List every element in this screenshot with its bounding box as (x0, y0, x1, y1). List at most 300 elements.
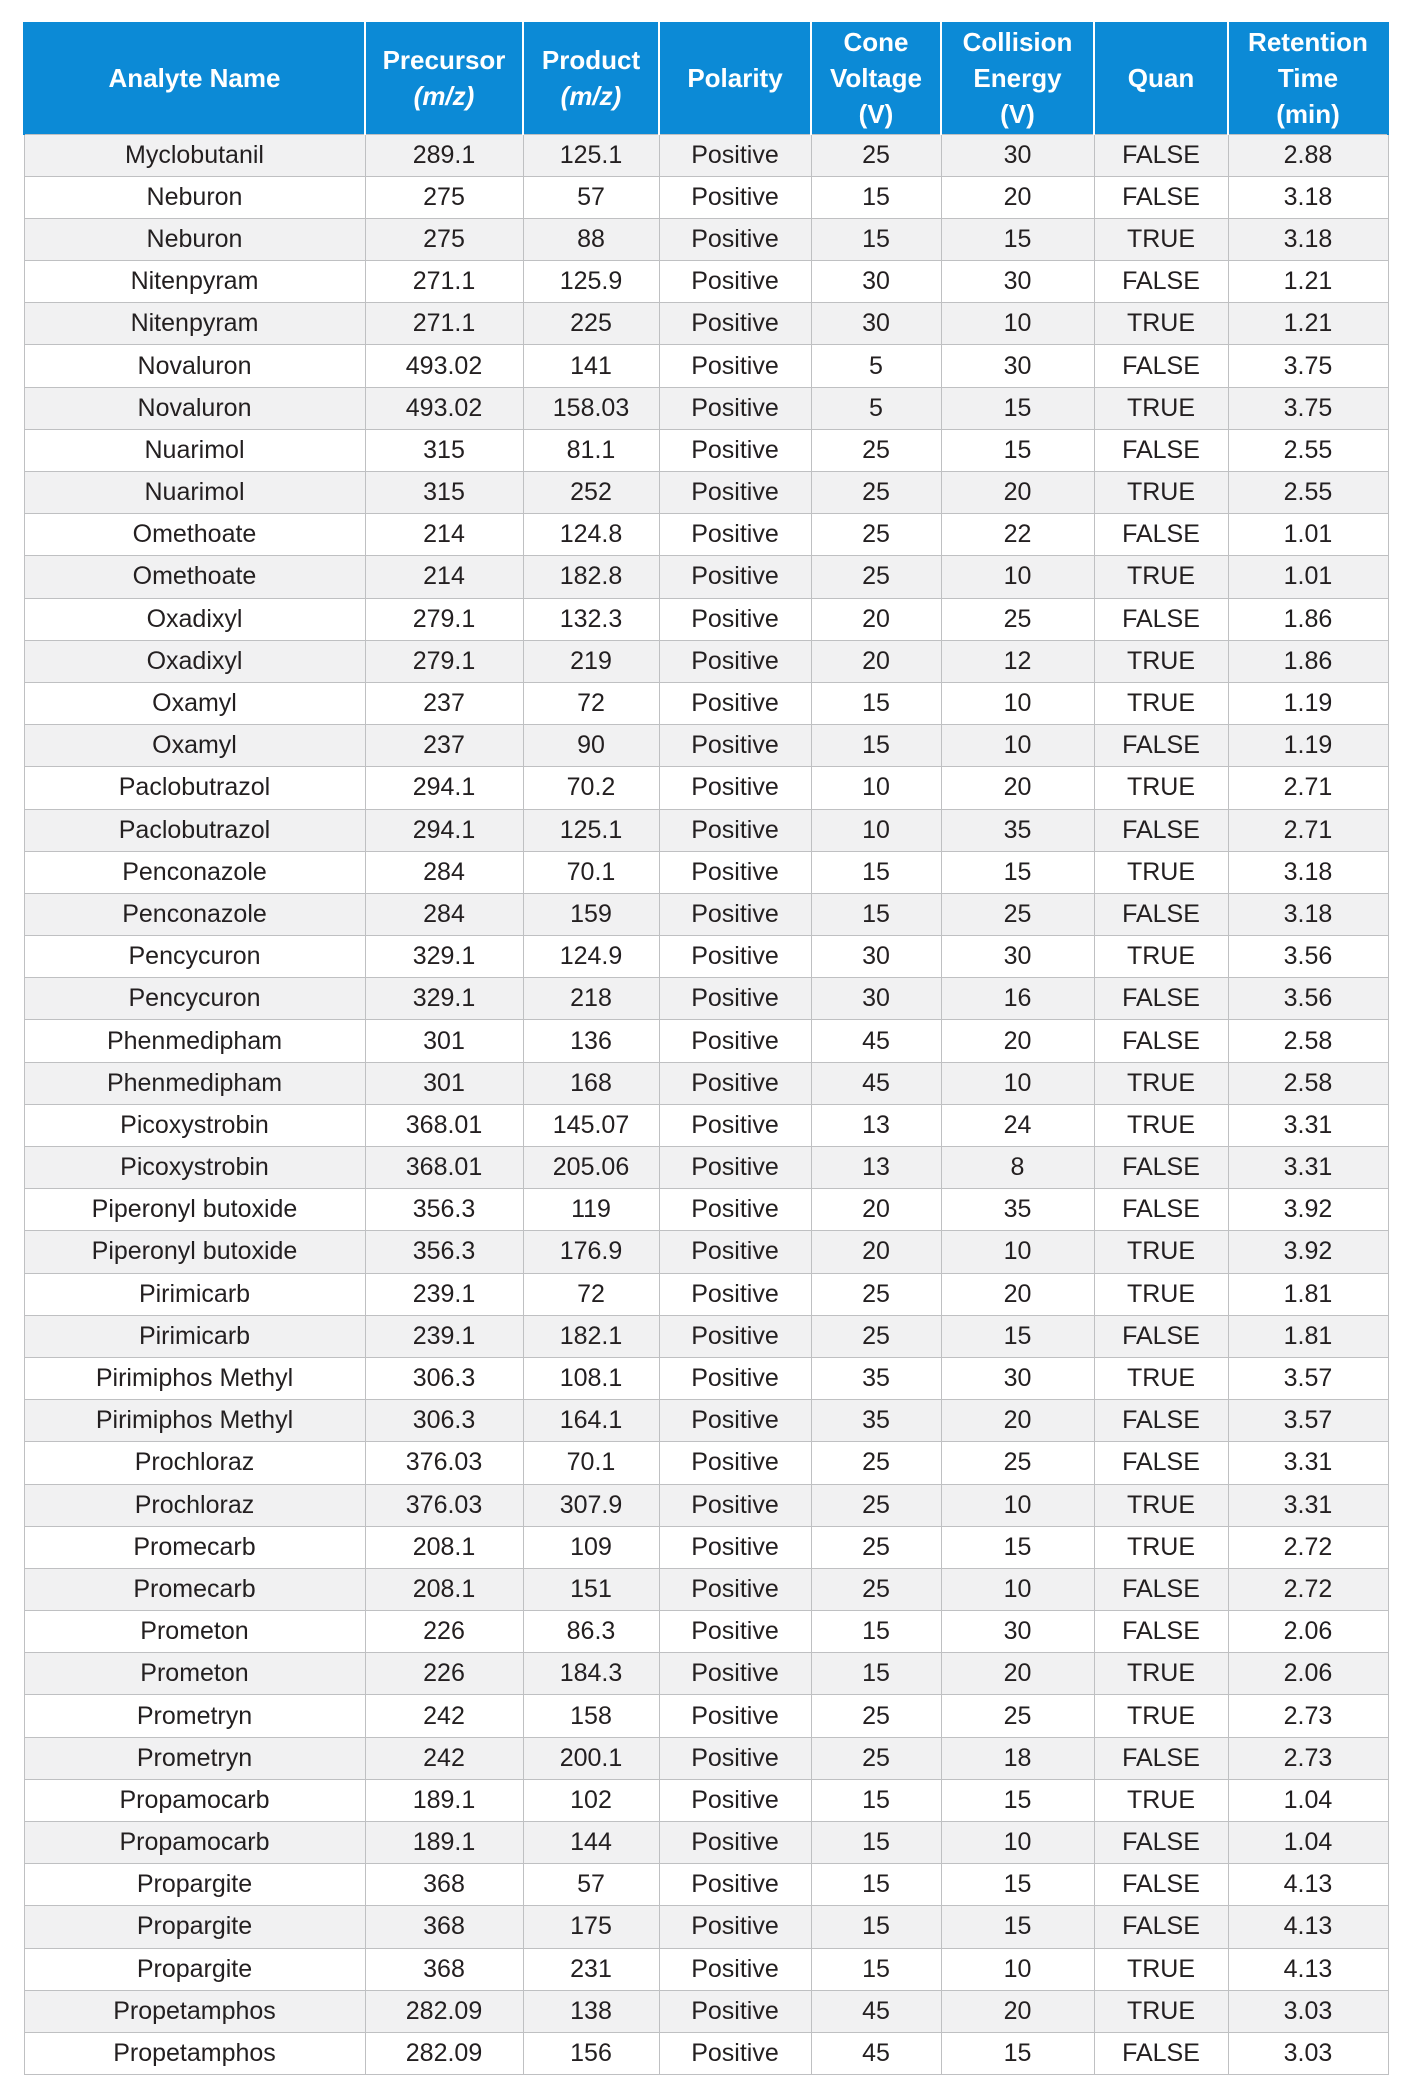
product-cell: 141 (523, 345, 659, 387)
quan-cell: FALSE (1094, 514, 1228, 556)
quan-cell: TRUE (1094, 1948, 1228, 1990)
cone-voltage-cell: 35 (811, 1357, 941, 1399)
precursor-cell: 368 (365, 1906, 523, 1948)
table-row (24, 1611, 1388, 1653)
quan-cell: TRUE (1094, 387, 1228, 429)
polarity-cell: Positive (659, 1948, 811, 1990)
quan-cell: FALSE (1094, 1189, 1228, 1231)
analyte-name-cell: Propargite (24, 1948, 365, 1990)
analyte-name-cell: Myclobutanil (24, 134, 365, 176)
collision-energy-cell: 8 (941, 1147, 1094, 1189)
table-row (24, 640, 1388, 682)
quan-cell: FALSE (1094, 1906, 1228, 1948)
header-rt-line1: Retention (1248, 26, 1368, 57)
precursor-cell: 237 (365, 682, 523, 724)
table-row (24, 893, 1388, 935)
cone-voltage-cell: 15 (811, 725, 941, 767)
product-cell: 86.3 (523, 1611, 659, 1653)
retention-time-cell: 3.56 (1228, 936, 1388, 978)
quan-cell: FALSE (1094, 1147, 1228, 1189)
precursor-cell: 214 (365, 514, 523, 556)
table-row (24, 1400, 1388, 1442)
product-cell: 218 (523, 978, 659, 1020)
precursor-cell: 242 (365, 1695, 523, 1737)
polarity-cell: Positive (659, 1273, 811, 1315)
cone-voltage-cell: 15 (811, 218, 941, 260)
cone-voltage-cell: 15 (811, 1822, 941, 1864)
cone-voltage-cell: 25 (811, 1526, 941, 1568)
polarity-cell: Positive (659, 345, 811, 387)
quan-cell: TRUE (1094, 1062, 1228, 1104)
polarity-cell: Positive (659, 936, 811, 978)
analyte-name-cell: Pirimicarb (24, 1273, 365, 1315)
table-row (24, 1104, 1388, 1146)
collision-energy-cell: 20 (941, 1990, 1094, 2032)
collision-energy-cell: 10 (941, 682, 1094, 724)
precursor-cell: 294.1 (365, 809, 523, 851)
table-row (24, 1526, 1388, 1568)
table-row (24, 134, 1388, 176)
table-row (24, 1653, 1388, 1695)
polarity-cell: Positive (659, 1906, 811, 1948)
cone-voltage-cell: 45 (811, 2032, 941, 2074)
table-row (24, 2032, 1388, 2074)
collision-energy-cell: 15 (941, 1526, 1094, 1568)
polarity-cell: Positive (659, 1062, 811, 1104)
table-row (24, 303, 1388, 345)
quan-cell: TRUE (1094, 218, 1228, 260)
quan-cell: TRUE (1094, 1484, 1228, 1526)
cone-voltage-cell: 13 (811, 1104, 941, 1146)
analyte-name-cell: Omethoate (24, 556, 365, 598)
product-cell: 225 (523, 303, 659, 345)
table-row (24, 1484, 1388, 1526)
product-cell: 156 (523, 2032, 659, 2074)
precursor-cell: 239.1 (365, 1273, 523, 1315)
cone-voltage-cell: 25 (811, 1315, 941, 1357)
precursor-cell: 279.1 (365, 598, 523, 640)
polarity-cell: Positive (659, 218, 811, 260)
cone-voltage-cell: 15 (811, 1611, 941, 1653)
collision-energy-cell: 30 (941, 1611, 1094, 1653)
precursor-cell: 368.01 (365, 1147, 523, 1189)
collision-energy-cell: 10 (941, 1568, 1094, 1610)
header-cone-line3: (V) (858, 98, 894, 129)
cone-voltage-cell: 15 (811, 176, 941, 218)
cone-voltage-cell: 45 (811, 1020, 941, 1062)
cone-voltage-cell: 30 (811, 978, 941, 1020)
header-polarity-label: Polarity (687, 62, 783, 93)
collision-energy-cell: 20 (941, 1653, 1094, 1695)
retention-time-cell: 3.18 (1228, 893, 1388, 935)
product-cell: 108.1 (523, 1357, 659, 1399)
table-row (24, 176, 1388, 218)
table-row (24, 1357, 1388, 1399)
retention-time-cell: 3.03 (1228, 2032, 1388, 2074)
precursor-cell: 368 (365, 1864, 523, 1906)
cone-voltage-cell: 25 (811, 472, 941, 514)
quan-cell: FALSE (1094, 809, 1228, 851)
analyte-name-cell: Nuarimol (24, 472, 365, 514)
quan-cell: FALSE (1094, 725, 1228, 767)
precursor-cell: 226 (365, 1653, 523, 1695)
precursor-cell: 271.1 (365, 303, 523, 345)
polarity-cell: Positive (659, 472, 811, 514)
collision-energy-cell: 15 (941, 1906, 1094, 1948)
header-quan-label: Quan (1127, 62, 1195, 93)
precursor-cell: 289.1 (365, 134, 523, 176)
product-cell: 57 (523, 1864, 659, 1906)
polarity-cell: Positive (659, 1695, 811, 1737)
polarity-cell: Positive (659, 1526, 811, 1568)
retention-time-cell: 1.86 (1228, 640, 1388, 682)
quan-cell: TRUE (1094, 1526, 1228, 1568)
retention-time-cell: 4.13 (1228, 1948, 1388, 1990)
analyte-name-cell: Pirimiphos Methyl (24, 1400, 365, 1442)
collision-energy-cell: 18 (941, 1737, 1094, 1779)
collision-energy-cell: 15 (941, 2032, 1094, 2074)
product-cell: 176.9 (523, 1231, 659, 1273)
cone-voltage-cell: 20 (811, 640, 941, 682)
table-header (24, 22, 1388, 134)
product-cell: 231 (523, 1948, 659, 1990)
header-quan (1094, 22, 1228, 134)
precursor-cell: 208.1 (365, 1526, 523, 1568)
analyte-name-cell: Prometryn (24, 1695, 365, 1737)
precursor-cell: 315 (365, 472, 523, 514)
retention-time-cell: 3.31 (1228, 1442, 1388, 1484)
retention-time-cell: 3.31 (1228, 1147, 1388, 1189)
precursor-cell: 237 (365, 725, 523, 767)
header-cone-line1: Cone (843, 26, 909, 57)
precursor-cell: 282.09 (365, 1990, 523, 2032)
quan-cell: FALSE (1094, 598, 1228, 640)
polarity-cell: Positive (659, 1737, 811, 1779)
analyte-name-cell: Nuarimol (24, 429, 365, 471)
cone-voltage-cell: 30 (811, 303, 941, 345)
table-row (24, 725, 1388, 767)
quan-cell: TRUE (1094, 1779, 1228, 1821)
cone-voltage-cell: 15 (811, 851, 941, 893)
cone-voltage-cell: 30 (811, 261, 941, 303)
analyte-name-cell: Omethoate (24, 514, 365, 556)
collision-energy-cell: 10 (941, 1822, 1094, 1864)
polarity-cell: Positive (659, 176, 811, 218)
quan-cell: FALSE (1094, 176, 1228, 218)
product-cell: 132.3 (523, 598, 659, 640)
quan-cell: FALSE (1094, 134, 1228, 176)
product-cell: 125.1 (523, 134, 659, 176)
product-cell: 184.3 (523, 1653, 659, 1695)
collision-energy-cell: 10 (941, 303, 1094, 345)
retention-time-cell: 2.55 (1228, 429, 1388, 471)
collision-energy-cell: 10 (941, 725, 1094, 767)
retention-time-cell: 3.31 (1228, 1104, 1388, 1146)
analyte-name-cell: Penconazole (24, 851, 365, 893)
polarity-cell: Positive (659, 2032, 811, 2074)
cone-voltage-cell: 5 (811, 387, 941, 429)
polarity-cell: Positive (659, 1020, 811, 1062)
retention-time-cell: 2.58 (1228, 1020, 1388, 1062)
polarity-cell: Positive (659, 1442, 811, 1484)
quan-cell: TRUE (1094, 556, 1228, 598)
precursor-cell: 306.3 (365, 1400, 523, 1442)
retention-time-cell: 1.01 (1228, 556, 1388, 598)
table-row (24, 472, 1388, 514)
polarity-cell: Positive (659, 978, 811, 1020)
header-precursor (365, 22, 523, 134)
cone-voltage-cell: 15 (811, 1906, 941, 1948)
product-cell: 168 (523, 1062, 659, 1104)
polarity-cell: Positive (659, 556, 811, 598)
table-row (24, 598, 1388, 640)
table-row (24, 1906, 1388, 1948)
quan-cell: TRUE (1094, 640, 1228, 682)
product-cell: 159 (523, 893, 659, 935)
analyte-name-cell: Picoxystrobin (24, 1147, 365, 1189)
collision-energy-cell: 35 (941, 809, 1094, 851)
quan-cell: FALSE (1094, 1568, 1228, 1610)
analyte-name-cell: Propargite (24, 1864, 365, 1906)
analyte-name-cell: Nitenpyram (24, 261, 365, 303)
product-cell: 182.1 (523, 1315, 659, 1357)
product-cell: 81.1 (523, 429, 659, 471)
table-row (24, 1442, 1388, 1484)
table-row (24, 514, 1388, 556)
quan-cell: TRUE (1094, 1231, 1228, 1273)
header-collision-line1: Collision (962, 26, 1073, 57)
precursor-cell: 376.03 (365, 1484, 523, 1526)
precursor-cell: 275 (365, 218, 523, 260)
analyte-name-cell: Paclobutrazol (24, 809, 365, 851)
product-cell: 158.03 (523, 387, 659, 429)
quan-cell: TRUE (1094, 1990, 1228, 2032)
cone-voltage-cell: 15 (811, 1779, 941, 1821)
cone-voltage-cell: 15 (811, 682, 941, 724)
polarity-cell: Positive (659, 1779, 811, 1821)
header-row (24, 22, 1388, 134)
table-row (24, 1695, 1388, 1737)
product-cell: 175 (523, 1906, 659, 1948)
retention-time-cell: 1.21 (1228, 303, 1388, 345)
table-row (24, 429, 1388, 471)
table-row (24, 345, 1388, 387)
analyte-name-cell: Piperonyl butoxide (24, 1231, 365, 1273)
product-cell: 88 (523, 218, 659, 260)
precursor-cell: 493.02 (365, 345, 523, 387)
precursor-cell: 329.1 (365, 936, 523, 978)
table-row (24, 1568, 1388, 1610)
polarity-cell: Positive (659, 261, 811, 303)
polarity-cell: Positive (659, 682, 811, 724)
collision-energy-cell: 20 (941, 1273, 1094, 1315)
table-row (24, 1147, 1388, 1189)
collision-energy-cell: 30 (941, 936, 1094, 978)
analyte-name-cell: Promecarb (24, 1568, 365, 1610)
table-row (24, 1273, 1388, 1315)
quan-cell: TRUE (1094, 682, 1228, 724)
analyte-name-cell: Phenmedipham (24, 1020, 365, 1062)
polarity-cell: Positive (659, 725, 811, 767)
quan-cell: TRUE (1094, 1695, 1228, 1737)
product-cell: 219 (523, 640, 659, 682)
table-body (24, 134, 1388, 2075)
header-rt-line3: (min) (1276, 98, 1340, 129)
polarity-cell: Positive (659, 893, 811, 935)
polarity-cell: Positive (659, 1147, 811, 1189)
polarity-cell: Positive (659, 767, 811, 809)
quan-cell: FALSE (1094, 1611, 1228, 1653)
table-row (24, 1779, 1388, 1821)
product-cell: 144 (523, 1822, 659, 1864)
table-row (24, 851, 1388, 893)
table-row (24, 387, 1388, 429)
quan-cell: FALSE (1094, 429, 1228, 471)
collision-energy-cell: 10 (941, 1484, 1094, 1526)
collision-energy-cell: 15 (941, 1779, 1094, 1821)
header-cone-voltage (811, 22, 941, 134)
precursor-cell: 329.1 (365, 978, 523, 1020)
retention-time-cell: 2.71 (1228, 809, 1388, 851)
precursor-cell: 275 (365, 176, 523, 218)
polarity-cell: Positive (659, 1357, 811, 1399)
product-cell: 72 (523, 1273, 659, 1315)
polarity-cell: Positive (659, 1104, 811, 1146)
cone-voltage-cell: 25 (811, 1442, 941, 1484)
mrm-transitions-table (23, 22, 1389, 2075)
quan-cell: FALSE (1094, 1442, 1228, 1484)
polarity-cell: Positive (659, 1315, 811, 1357)
table-row (24, 1231, 1388, 1273)
polarity-cell: Positive (659, 134, 811, 176)
retention-time-cell: 3.18 (1228, 176, 1388, 218)
precursor-cell: 376.03 (365, 1442, 523, 1484)
analyte-name-cell: Oxadixyl (24, 598, 365, 640)
product-cell: 70.1 (523, 851, 659, 893)
collision-energy-cell: 20 (941, 1400, 1094, 1442)
polarity-cell: Positive (659, 1484, 811, 1526)
cone-voltage-cell: 20 (811, 1189, 941, 1231)
retention-time-cell: 1.19 (1228, 725, 1388, 767)
product-cell: 109 (523, 1526, 659, 1568)
collision-energy-cell: 30 (941, 261, 1094, 303)
table-row (24, 1062, 1388, 1104)
collision-energy-cell: 25 (941, 893, 1094, 935)
quan-cell: FALSE (1094, 1400, 1228, 1442)
mrm-table-container (23, 22, 1387, 2075)
product-cell: 70.2 (523, 767, 659, 809)
cone-voltage-cell: 25 (811, 429, 941, 471)
quan-cell: TRUE (1094, 303, 1228, 345)
precursor-cell: 271.1 (365, 261, 523, 303)
analyte-name-cell: Prochloraz (24, 1442, 365, 1484)
product-cell: 145.07 (523, 1104, 659, 1146)
polarity-cell: Positive (659, 640, 811, 682)
cone-voltage-cell: 25 (811, 1273, 941, 1315)
cone-voltage-cell: 25 (811, 1484, 941, 1526)
collision-energy-cell: 12 (941, 640, 1094, 682)
retention-time-cell: 2.72 (1228, 1526, 1388, 1568)
collision-energy-cell: 25 (941, 598, 1094, 640)
analyte-name-cell: Pirimiphos Methyl (24, 1357, 365, 1399)
analyte-name-cell: Novaluron (24, 387, 365, 429)
cone-voltage-cell: 15 (811, 1864, 941, 1906)
quan-cell: FALSE (1094, 261, 1228, 303)
collision-energy-cell: 25 (941, 1695, 1094, 1737)
precursor-cell: 301 (365, 1062, 523, 1104)
retention-time-cell: 1.19 (1228, 682, 1388, 724)
table-row (24, 682, 1388, 724)
polarity-cell: Positive (659, 1653, 811, 1695)
header-cone-line2: Voltage (830, 62, 922, 93)
collision-energy-cell: 35 (941, 1189, 1094, 1231)
quan-cell: FALSE (1094, 978, 1228, 1020)
quan-cell: TRUE (1094, 851, 1228, 893)
cone-voltage-cell: 13 (811, 1147, 941, 1189)
table-row (24, 1315, 1388, 1357)
retention-time-cell: 1.01 (1228, 514, 1388, 556)
retention-time-cell: 2.55 (1228, 472, 1388, 514)
product-cell: 125.9 (523, 261, 659, 303)
collision-energy-cell: 16 (941, 978, 1094, 1020)
cone-voltage-cell: 15 (811, 893, 941, 935)
quan-cell: FALSE (1094, 893, 1228, 935)
polarity-cell: Positive (659, 1990, 811, 2032)
precursor-cell: 306.3 (365, 1357, 523, 1399)
collision-energy-cell: 10 (941, 1948, 1094, 1990)
precursor-cell: 294.1 (365, 767, 523, 809)
precursor-cell: 493.02 (365, 387, 523, 429)
analyte-name-cell: Prochloraz (24, 1484, 365, 1526)
retention-time-cell: 3.18 (1228, 851, 1388, 893)
analyte-name-cell: Piperonyl butoxide (24, 1189, 365, 1231)
cone-voltage-cell: 25 (811, 134, 941, 176)
product-cell: 102 (523, 1779, 659, 1821)
analyte-name-cell: Neburon (24, 176, 365, 218)
precursor-cell: 284 (365, 893, 523, 935)
retention-time-cell: 3.56 (1228, 978, 1388, 1020)
precursor-cell: 284 (365, 851, 523, 893)
collision-energy-cell: 20 (941, 767, 1094, 809)
analyte-name-cell: Propetamphos (24, 2032, 365, 2074)
header-collision-line3: (V) (1000, 98, 1035, 129)
cone-voltage-cell: 45 (811, 1990, 941, 2032)
retention-time-cell: 3.57 (1228, 1400, 1388, 1442)
product-cell: 57 (523, 176, 659, 218)
cone-voltage-cell: 20 (811, 1231, 941, 1273)
header-polarity (659, 22, 811, 134)
analyte-name-cell: Prometryn (24, 1737, 365, 1779)
precursor-cell: 226 (365, 1611, 523, 1653)
product-cell: 124.8 (523, 514, 659, 556)
cone-voltage-cell: 25 (811, 514, 941, 556)
retention-time-cell: 1.81 (1228, 1315, 1388, 1357)
polarity-cell: Positive (659, 851, 811, 893)
header-precursor-unit: (m/z) (413, 80, 475, 111)
product-cell: 252 (523, 472, 659, 514)
cone-voltage-cell: 25 (811, 1737, 941, 1779)
quan-cell: TRUE (1094, 472, 1228, 514)
precursor-cell: 239.1 (365, 1315, 523, 1357)
polarity-cell: Positive (659, 303, 811, 345)
retention-time-cell: 2.73 (1228, 1695, 1388, 1737)
retention-time-cell: 1.21 (1228, 261, 1388, 303)
cone-voltage-cell: 25 (811, 1695, 941, 1737)
retention-time-cell: 3.03 (1228, 1990, 1388, 2032)
quan-cell: FALSE (1094, 1864, 1228, 1906)
product-cell: 205.06 (523, 1147, 659, 1189)
table-row (24, 261, 1388, 303)
